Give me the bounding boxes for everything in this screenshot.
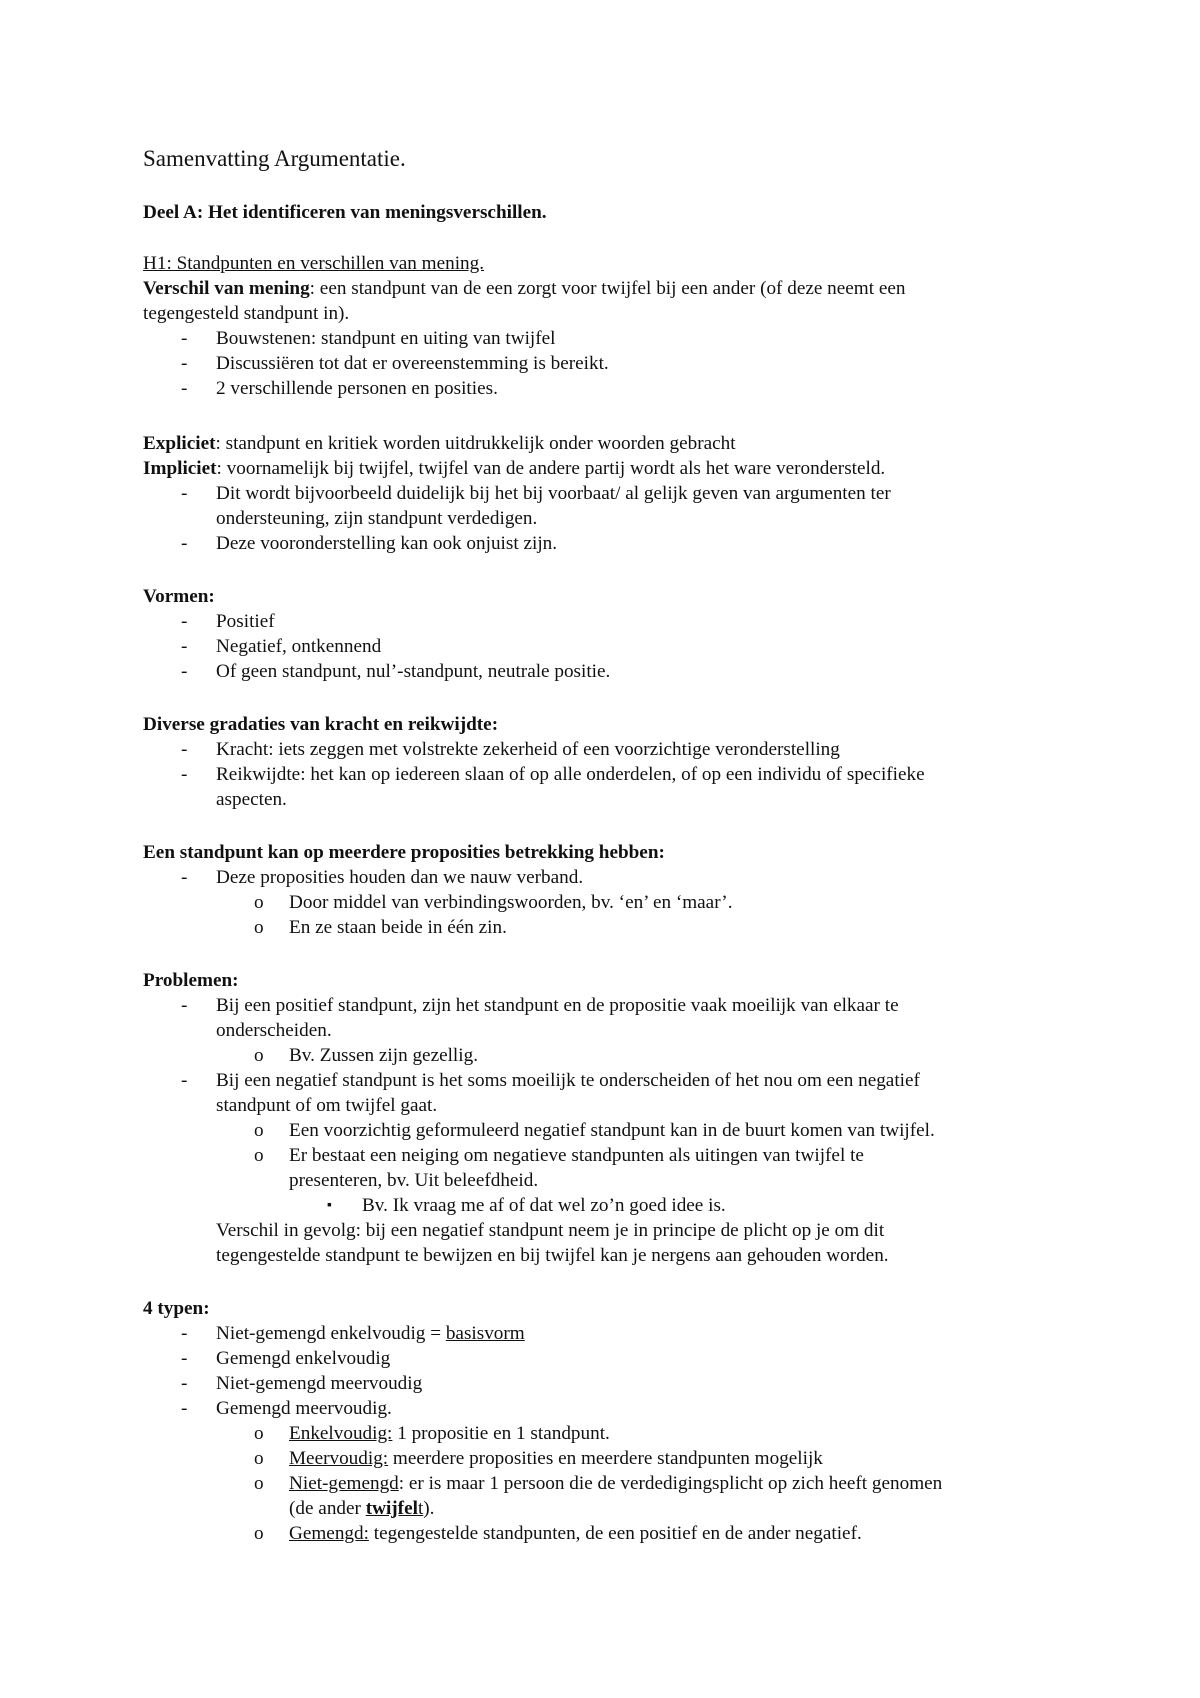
vormen-heading: Vormen: xyxy=(143,586,215,607)
circle-bullet: o xyxy=(254,1473,264,1494)
dash-bullet: - xyxy=(181,636,188,657)
list-item: Discussiëren tot dat er overeenstemming is bereikt. xyxy=(216,353,609,374)
verschil-van-mening-definition-cont: tegengesteld standpunt in). xyxy=(143,303,350,324)
dash-bullet: - xyxy=(181,1323,188,1344)
list-item-cont: standpunt of om twijfel gaat. xyxy=(216,1095,438,1116)
dash-bullet: - xyxy=(181,611,188,632)
list-item: Gemengd meervoudig. xyxy=(216,1398,392,1419)
sub-list-item: En ze staan beide in één zin. xyxy=(289,917,507,938)
impliciet-definition: Impliciet: voornamelijk bij twijfel, twijfel van de andere partij wordt als het ware verondersteld. xyxy=(143,458,886,479)
square-bullet: ▪ xyxy=(327,1198,332,1213)
list-item: Bij een negatief standpunt is het soms moeilijk te onderscheiden of het nou om een negatief xyxy=(216,1070,920,1091)
list-item: Of geen standpunt, nul’-standpunt, neutrale positie. xyxy=(216,661,611,682)
dash-bullet: - xyxy=(181,1348,188,1369)
expliciet-definition: Expliciet: standpunt en kritiek worden uitdrukkelijk onder woorden gebracht xyxy=(143,433,736,454)
circle-bullet: o xyxy=(254,1448,264,1469)
dash-bullet: - xyxy=(181,739,188,760)
list-item: Niet-gemengd meervoudig xyxy=(216,1373,423,1394)
verschil-van-mening-definition: Verschil van mening: een standpunt van de een zorgt voor twijfel bij een ander (of deze neemt een xyxy=(143,278,906,299)
section-heading-deel-a: Deel A: Het identificeren van meningsverschillen. xyxy=(143,202,547,223)
note-line: Verschil in gevolg: bij een negatief standpunt neem je in principe de plicht op je om dit xyxy=(216,1220,885,1241)
list-item: Positief xyxy=(216,611,275,632)
circle-bullet: o xyxy=(254,1523,264,1544)
sub-list-item: Bv. Zussen zijn gezellig. xyxy=(289,1045,478,1066)
typen-heading: 4 typen: xyxy=(143,1298,210,1319)
list-item-cont: ondersteuning, zijn standpunt verdedigen. xyxy=(216,508,538,529)
list-item: Kracht: iets zeggen met volstrekte zekerheid of een voorzichtige veronderstelling xyxy=(216,739,840,760)
list-item-cont: aspecten. xyxy=(216,789,287,810)
list-item: Bouwstenen: standpunt en uiting van twijfel xyxy=(216,328,556,349)
sub-list-item: Er bestaat een neiging om negatieve standpunten als uitingen van twijfel te xyxy=(289,1145,864,1166)
sub-list-item: Enkelvoudig: 1 propositie en 1 standpunt. xyxy=(289,1423,610,1444)
dash-bullet: - xyxy=(181,1398,188,1419)
dash-bullet: - xyxy=(181,533,188,554)
circle-bullet: o xyxy=(254,1045,264,1066)
circle-bullet: o xyxy=(254,1120,264,1141)
dash-bullet: - xyxy=(181,995,188,1016)
sub-list-item: Niet-gemengd: er is maar 1 persoon die de verdedigingsplicht op zich heeft genomen xyxy=(289,1473,943,1494)
list-item: Bij een positief standpunt, zijn het standpunt en de propositie vaak moeilijk van elkaar te xyxy=(216,995,899,1016)
dash-bullet: - xyxy=(181,1070,188,1091)
list-item: Negatief, ontkennend xyxy=(216,636,382,657)
dash-bullet: - xyxy=(181,867,188,888)
dash-bullet: - xyxy=(181,328,188,349)
dash-bullet: - xyxy=(181,353,188,374)
dash-bullet: - xyxy=(181,1373,188,1394)
chapter-heading-h1: H1: Standpunten en verschillen van mening. xyxy=(143,253,485,274)
circle-bullet: o xyxy=(254,1145,264,1166)
problemen-heading: Problemen: xyxy=(143,970,239,991)
list-item: 2 verschillende personen en posities. xyxy=(216,378,498,399)
sub-list-item-cont: presenteren, bv. Uit beleefdheid. xyxy=(289,1170,539,1191)
list-item: Dit wordt bijvoorbeeld duidelijk bij het bij voorbaat/ al gelijk geven van argumenten ter xyxy=(216,483,891,504)
list-item: Deze vooronderstelling kan ook onjuist zijn. xyxy=(216,533,558,554)
sub-list-item-cont: (de ander twijfelt). xyxy=(289,1498,435,1519)
subsub-list-item: Bv. Ik vraag me af of dat wel zo’n goed idee is. xyxy=(362,1195,726,1216)
gradaties-heading: Diverse gradaties van kracht en reikwijdte: xyxy=(143,714,499,735)
list-item: Niet-gemengd enkelvoudig = basisvorm xyxy=(216,1323,525,1344)
proposities-heading: Een standpunt kan op meerdere proposities betrekking hebben: xyxy=(143,842,665,863)
dash-bullet: - xyxy=(181,661,188,682)
note-line-cont: tegengestelde standpunt te bewijzen en bij twijfel kan je nergens aan gehouden worden. xyxy=(216,1245,889,1266)
dash-bullet: - xyxy=(181,764,188,785)
list-item: Gemengd enkelvoudig xyxy=(216,1348,391,1369)
list-item: Deze proposities houden dan we nauw verband. xyxy=(216,867,584,888)
dash-bullet: - xyxy=(181,378,188,399)
list-item-cont: onderscheiden. xyxy=(216,1020,332,1041)
sub-list-item: Gemengd: tegengestelde standpunten, de een positief en de ander negatief. xyxy=(289,1523,862,1544)
sub-list-item: Meervoudig: meerdere proposities en meerdere standpunten mogelijk xyxy=(289,1448,823,1469)
dash-bullet: - xyxy=(181,483,188,504)
sub-list-item: Door middel van verbindingswoorden, bv. ‘en’ en ‘maar’. xyxy=(289,892,733,913)
list-item: Reikwijdte: het kan op iedereen slaan of op alle onderdelen, of op een individu of specifieke xyxy=(216,764,925,785)
circle-bullet: o xyxy=(254,917,264,938)
sub-list-item: Een voorzichtig geformuleerd negatief standpunt kan in de buurt komen van twijfel. xyxy=(289,1120,935,1141)
document-title: Samenvatting Argumentatie. xyxy=(143,146,406,171)
circle-bullet: o xyxy=(254,892,264,913)
circle-bullet: o xyxy=(254,1423,264,1444)
